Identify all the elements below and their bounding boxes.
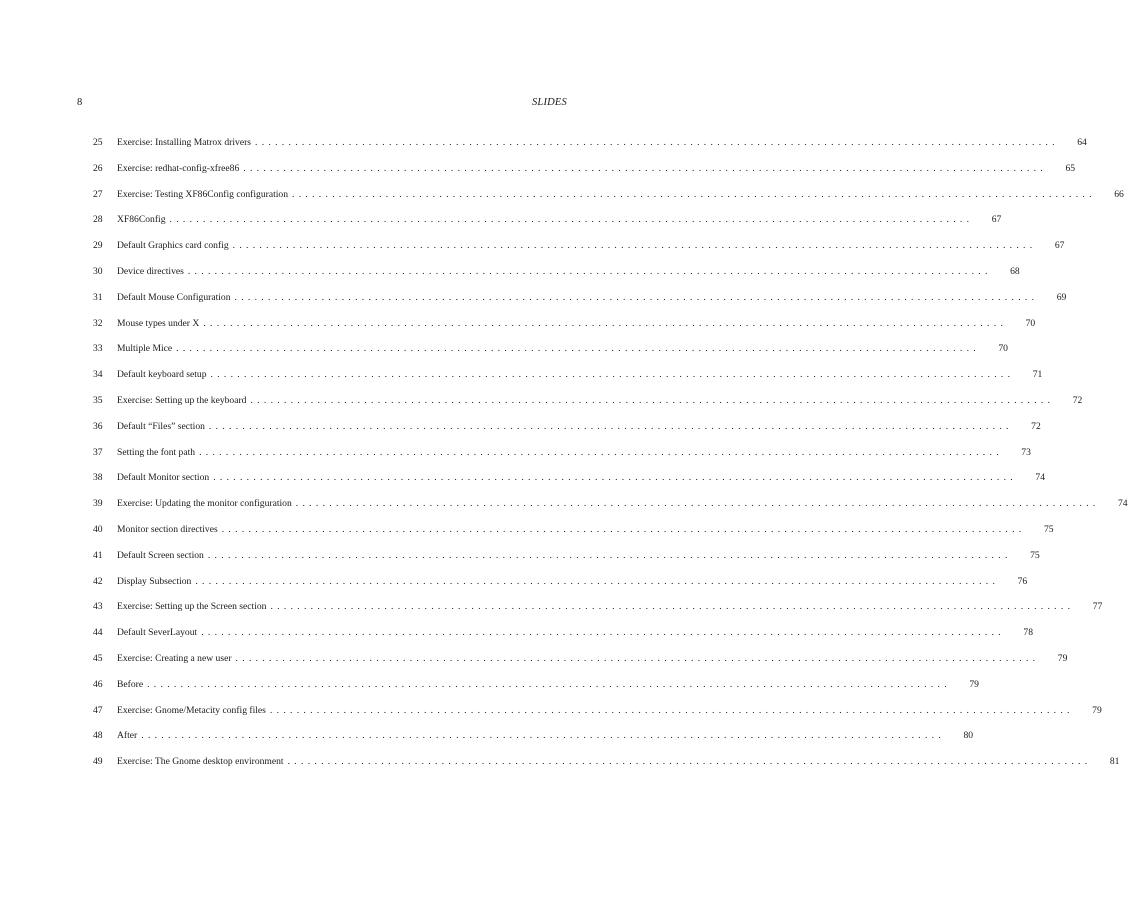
toc-dot-leader: ........................................................................................................................ [169,214,974,226]
toc-entry-number: 33 [93,343,103,355]
toc-entry [77,264,1020,290]
toc-dot-leader: ........................................................................................................................ [250,394,1055,406]
toc-entry-page: 67 [1054,240,1065,252]
toc-entry-title: Default Monitor section [117,470,213,486]
toc-entry [77,754,1120,780]
toc-entry-title: Display Subsection [117,574,195,590]
toc-entry-number: 35 [93,394,103,406]
toc-dot-leader: ........................................................................................................................ [176,343,980,355]
toc-entry-number: 38 [93,472,103,484]
toc-entry-number: 25 [93,137,103,148]
toc-entry-number: 44 [93,627,103,639]
toc-entry-number: 48 [93,730,103,742]
toc-entry-number: 30 [93,265,103,277]
toc-entry [77,212,1002,238]
toc-dot-leader: ........................................................................................................................ [243,162,1048,174]
toc-entry [77,703,1102,729]
toc-entry [77,651,1068,677]
toc-dot-leader: ........................................................................................................................ [232,240,1037,252]
toc-entry [77,625,1033,651]
toc-entry-page: 65 [1065,162,1076,174]
toc-entry-title: Exercise: Installing Matrox drivers [117,135,255,151]
running-head [77,95,567,111]
toc-entry [77,238,1065,264]
toc-entry-page: 75 [1043,523,1054,535]
toc-entry-title: Device directives [117,264,188,280]
running-title: SLIDES [531,97,567,108]
toc-dot-leader: ........................................................................................................................ [292,188,1096,200]
toc-entry-number: 43 [93,601,103,613]
toc-entry-number: 26 [93,162,103,174]
toc-entry [77,470,1045,496]
toc-entry-number: 42 [93,575,103,587]
toc-dot-leader: ........................................................................................................................ [210,369,1015,381]
toc-dot-leader: ........................................................................................................................ [141,730,946,742]
toc-dot-leader: ........................................................................................................................ [270,601,1075,613]
toc-entry-page: 72 [1031,420,1041,432]
toc-dot-leader: ........................................................................................................................ [269,704,1074,716]
toc-entry-title: Before [117,677,147,693]
toc-dot-leader: ........................................................................................................................ [221,523,1026,535]
toc-entry-title: Exercise: Gnome/Metacity config files [117,703,270,719]
toc-entry-title: Monitor section directives [117,522,222,538]
toc-entry [77,548,1040,574]
toc-entry [77,496,1128,522]
toc-entry-number: 31 [93,291,103,303]
toc-entry-page: 79 [1057,652,1068,664]
toc-entry-title: Multiple Mice [117,341,176,357]
toc-dot-leader: ........................................................................................................................ [203,317,1008,329]
toc-entry [77,677,979,703]
toc-entry-number: 39 [93,498,103,510]
toc-entry-page: 78 [1023,627,1033,639]
toc-entry-number: 28 [93,214,103,226]
toc-dot-leader: ........................................................................................................................ [213,472,1017,484]
toc-entry-page: 75 [1030,549,1040,561]
toc-entry-number: 29 [93,240,103,252]
toc-entry-title: Exercise: redhat-config-xfree86 [117,161,243,177]
toc-entry-number: 46 [93,678,103,690]
toc-entry-title: Default Screen section [117,548,208,564]
toc-entry-page: 74 [1035,472,1045,484]
toc-dot-leader: ........................................................................................................................ [187,265,992,277]
toc-entry-page: 81 [1109,756,1120,768]
toc-entry-page: 68 [1010,265,1020,277]
toc-dot-leader: ........................................................................................................................ [234,291,1039,303]
toc-entry [77,574,1028,600]
toc-entry-title: Default keyboard setup [117,367,211,383]
toc-entry-page: 71 [1032,369,1043,381]
toc-dot-leader: ........................................................................................................................ [195,575,1000,587]
toc-entry [77,290,1067,316]
toc-entry-page: 76 [1017,575,1028,587]
page-number: 8 [77,97,83,108]
toc-entry-number: 49 [93,756,103,768]
toc-entry-title: Exercise: Creating a new user [117,651,236,667]
toc-entry-number: 45 [93,652,103,664]
toc-entry [77,135,1087,161]
toc-entry-number: 40 [93,523,103,535]
toc-entry-page: 66 [1114,188,1124,200]
toc-entry-page: 80 [963,730,974,742]
toc-entry-page: 77 [1092,601,1103,613]
toc-entry [77,393,1083,419]
toc-entry-number: 47 [93,704,103,716]
toc-entry-title: Exercise: The Gnome desktop environment [117,754,288,770]
toc-entry [77,522,1054,548]
toc-entry [77,161,1076,187]
toc-entry-number: 32 [93,317,103,329]
toc-entry [77,316,1036,342]
toc-entry [77,599,1103,625]
toc-entry [77,728,974,754]
toc-entry-number: 27 [93,188,103,200]
toc-entry [77,419,1041,445]
toc-dot-leader: ........................................................................................................................ [287,756,1092,768]
toc-entry-page: 70 [998,343,1008,355]
toc-entry-title: Default “Files” section [117,419,209,435]
toc-entry-title: Exercise: Updating the monitor configuration [117,496,296,512]
toc-entry-number: 36 [93,420,103,432]
toc-entry [77,445,1031,471]
toc-entry-number: 41 [93,549,103,561]
toc-entry-page: 79 [969,678,979,690]
toc-entry-title: Default Graphics card config [117,238,233,254]
toc-dot-leader: ........................................................................................................................ [235,652,1040,664]
table-of-contents [77,135,1128,780]
toc-entry-title: Exercise: Setting up the Screen section [117,599,270,615]
toc-entry-title: After [117,728,141,744]
toc-entry-title: XF86Config [117,212,170,228]
toc-dot-leader: ........................................................................................................................ [255,137,1059,148]
toc-entry-page: 74 [1118,498,1128,510]
toc-entry-title: Default SeverLayout [117,625,201,641]
toc-entry-number: 37 [93,446,103,458]
toc-entry-title: Mouse types under X [117,316,203,332]
toc-entry-page: 69 [1056,291,1067,303]
toc-dot-leader: ........................................................................................................................ [208,420,1013,432]
toc-entry-page: 70 [1025,317,1036,329]
toc-entry-page: 73 [1021,446,1031,458]
toc-entry [77,187,1124,213]
toc-entry-title: Exercise: Testing XF86Config configuration [117,187,292,203]
toc-entry-page: 79 [1092,704,1102,716]
toc-entry [77,367,1043,393]
toc-entry [77,341,1008,367]
toc-dot-leader: ........................................................................................................................ [207,549,1012,561]
toc-dot-leader: ........................................................................................................................ [199,446,1003,458]
toc-entry-page: 67 [991,214,1002,226]
toc-entry-page: 72 [1072,394,1083,406]
toc-entry-number: 34 [93,369,103,381]
toc-dot-leader: ........................................................................................................................ [147,678,951,690]
toc-entry-title: Setting the font path [117,445,199,461]
toc-entry-title: Exercise: Setting up the keyboard [117,393,250,409]
toc-dot-leader: ........................................................................................................................ [295,498,1100,510]
toc-entry-title: Default Mouse Configuration [117,290,235,306]
toc-entry-page: 64 [1077,137,1087,148]
toc-dot-leader: ........................................................................................................................ [201,627,1005,639]
